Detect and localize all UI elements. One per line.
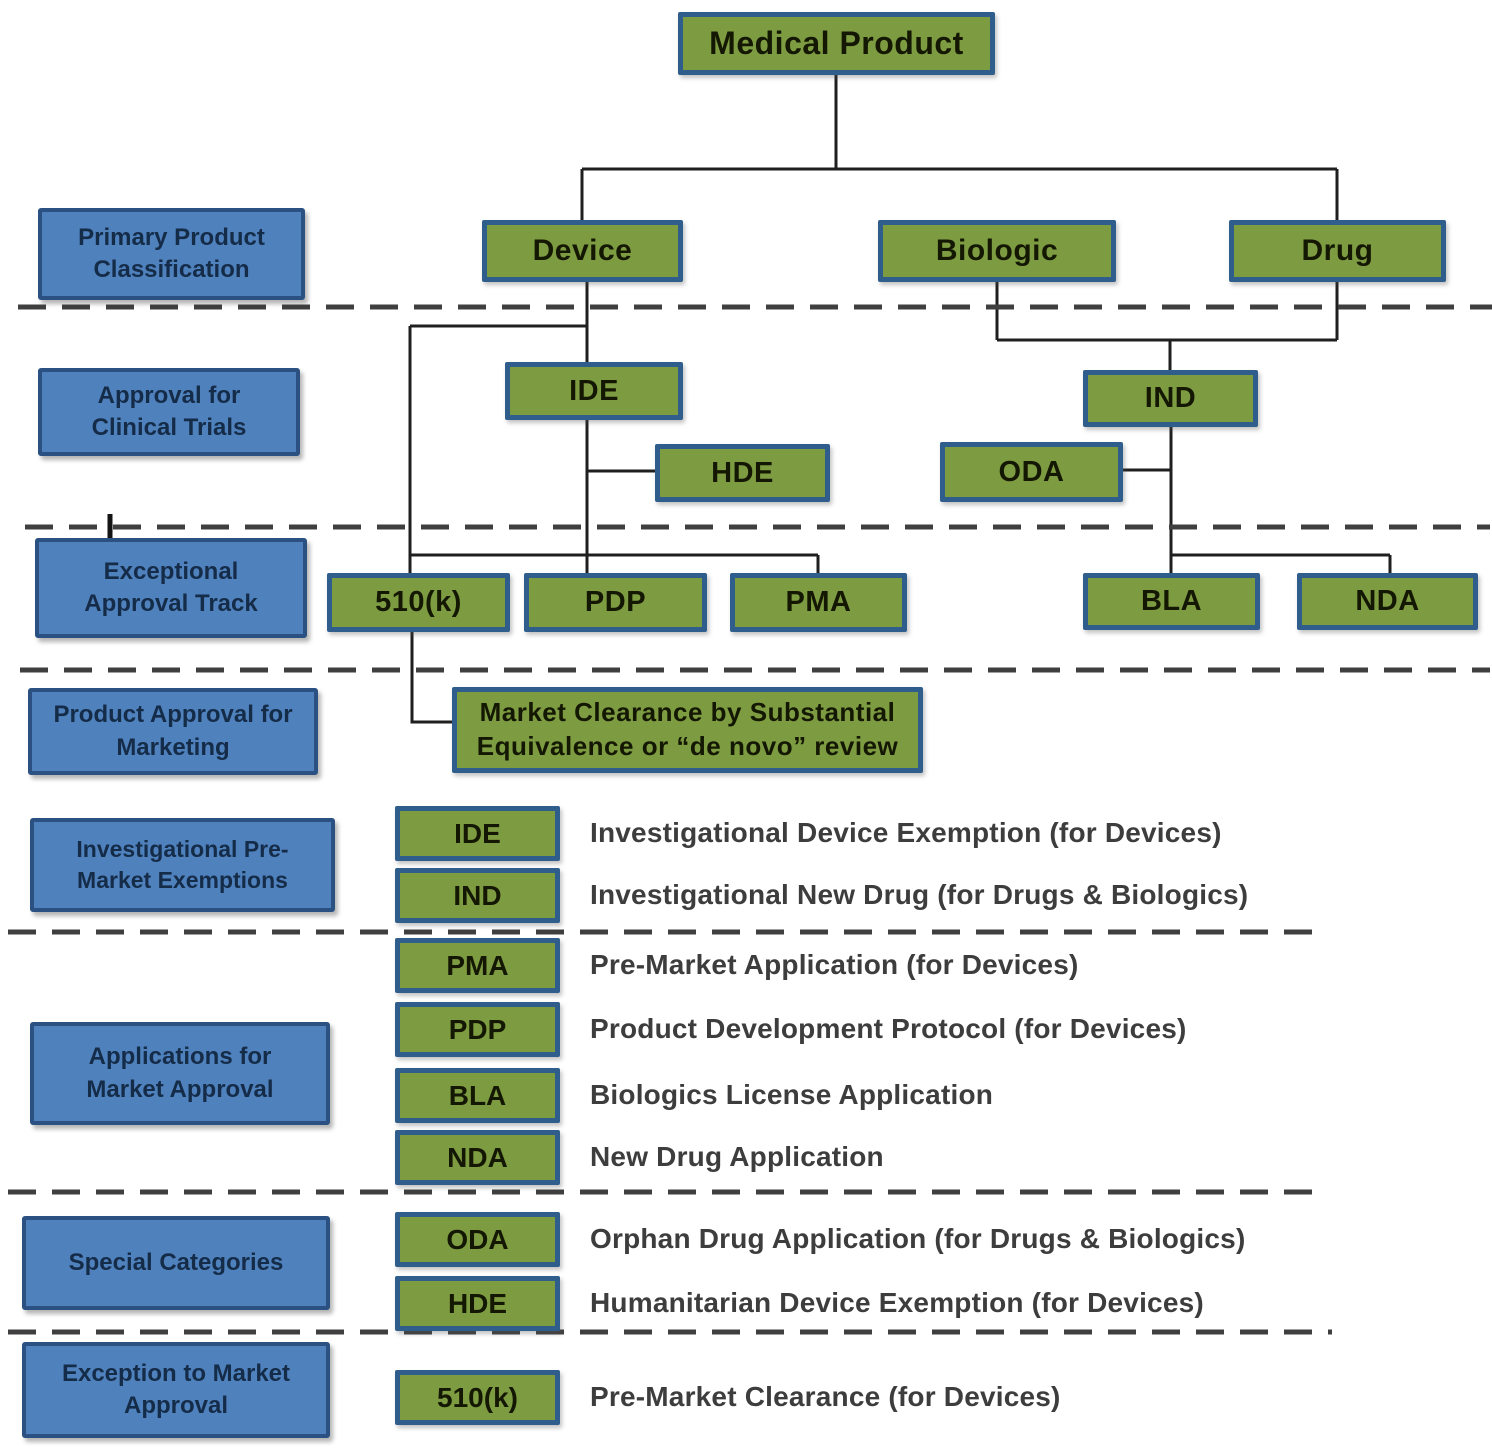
- row-label-special-categories: Special Categories: [22, 1216, 330, 1310]
- row-label-investigational-pre-market-exemptions: Investigational Pre-Market Exemptions: [30, 818, 335, 912]
- node-pma: PMA: [730, 573, 907, 632]
- node-medical-product: Medical Product: [678, 12, 995, 75]
- node-ind: IND: [1083, 370, 1258, 427]
- row-label-approval-for-clinical-trials: Approval for Clinical Trials: [38, 368, 300, 456]
- node-oda: ODA: [940, 442, 1123, 502]
- legend-box-ide: IDE: [395, 806, 560, 861]
- legend-box-pdp: PDP: [395, 1002, 560, 1057]
- connector-510k-market-clearance: [412, 632, 454, 722]
- legend-box-ind: IND: [395, 868, 560, 923]
- legend-box-nda: NDA: [395, 1130, 560, 1185]
- legend-desc-nda: New Drug Application: [590, 1141, 884, 1172]
- node-hde: HDE: [655, 444, 830, 502]
- node-ide: IDE: [505, 362, 683, 420]
- row-label-primary-product-classification: Primary Product Classification: [38, 208, 305, 300]
- legend-box-hde: HDE: [395, 1276, 560, 1331]
- legend-desc-oda: Orphan Drug Application (for Drugs & Biologics): [590, 1223, 1246, 1254]
- node-bla: BLA: [1083, 573, 1260, 630]
- node-drug: Drug: [1229, 220, 1446, 282]
- legend-desc-bla: Biologics License Application: [590, 1079, 994, 1110]
- legend-desc-pdp: Product Development Protocol (for Devices): [590, 1013, 1187, 1044]
- legend-desc-ind: Investigational New Drug (for Drugs & Biologics): [590, 879, 1249, 910]
- node-nda: NDA: [1297, 573, 1478, 630]
- legend-box-pma: PMA: [395, 938, 560, 993]
- node-510k: 510(k): [327, 573, 510, 632]
- row-label-product-approval-for-marketing: Product Approval for Marketing: [28, 688, 318, 775]
- legend-box-510k: 510(k): [395, 1370, 560, 1425]
- row-label-applications-for-market-approval: Applications for Market Approval: [30, 1022, 330, 1125]
- row-label-exceptional-approval-track: Exceptional Approval Track: [35, 538, 307, 638]
- legend-desc-ide: Investigational Device Exemption (for Devices): [590, 817, 1222, 848]
- node-device: Device: [482, 220, 683, 282]
- row-label-exception-to-market-approval: Exception to Market Approval: [22, 1342, 330, 1438]
- node-pdp: PDP: [524, 573, 707, 632]
- legend-desc-510k: Pre-Market Clearance (for Devices): [590, 1381, 1061, 1412]
- node-market-clearance: Market Clearance by Substantial Equivalence or “de novo” review: [452, 687, 923, 773]
- legend-box-bla: BLA: [395, 1068, 560, 1123]
- node-biologic: Biologic: [878, 220, 1116, 282]
- legend-box-oda: ODA: [395, 1212, 560, 1267]
- legend-desc-pma: Pre-Market Application (for Devices): [590, 949, 1079, 980]
- legend-desc-hde: Humanitarian Device Exemption (for Devices): [590, 1287, 1204, 1318]
